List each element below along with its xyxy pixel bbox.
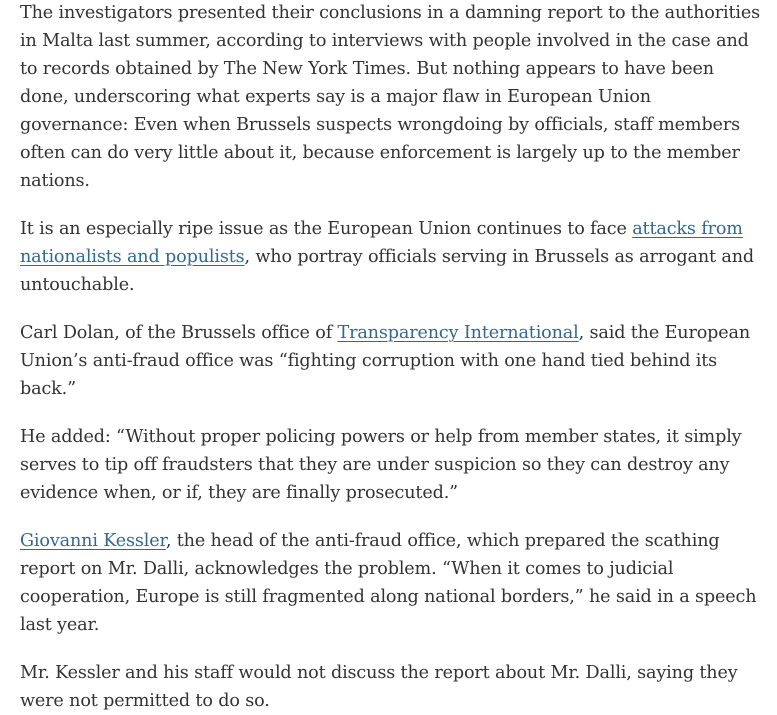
paragraph-6 [20,659,761,715]
paragraph-1 [20,0,761,195]
paragraph-2 [20,215,761,299]
paragraph-4 [20,423,761,507]
paragraph-2-text-before: It is an especially ripe issue as the European Union continues to face [20,219,633,239]
paragraph-5 [20,527,761,639]
attacks-link[interactable]: attacks from nationalists and populists [20,219,743,267]
paragraph-3 [20,319,761,403]
paragraph-2-text-after: , who portray officials serving in Brussels as arrogant and untouchable. [20,247,755,295]
paragraph-5-text-after: , the head of the anti-fraud office, which prepared the scathing report on Mr. Dalli, acknowledges the problem. “When it comes to judicial cooperation, Europe is still fragmented along national borders,” he said in a speech last year. [20,531,757,635]
paragraph-3-text-before: Carl Dolan, of the Brussels office of [20,323,338,343]
paragraph-4-text: He added: “Without proper policing powers or help from member states, it simply serves to tip off fraudsters that they are under suspicion so they can destroy any evidence when, or if, they are finally prosecuted.” [20,427,742,503]
giovanni-kessler-link[interactable]: Giovanni Kessler [20,531,166,551]
paragraph-6-text: Mr. Kessler and his staff would not discuss the report about Mr. Dalli, saying they were not permitted to do so. [20,663,738,711]
paragraph-1-text: The investigators presented their conclusions in a damning report to the authorities in Malta last summer, according to interviews with people involved in the case and to records obtained by The New York Times. But nothing appears to have been done, underscoring what experts say is a major flaw in European Union governance: Even when Brussels suspects wrongdoing by officials, staff members often can do very little about it, because enforcement is largely up to the member nations. [20,3,760,191]
paragraph-3-text-after: , said the European Union’s anti-fraud office was “fighting corruption with one hand tied behind its back.” [20,323,751,399]
transparency-international-link[interactable]: Transparency International [337,323,579,343]
